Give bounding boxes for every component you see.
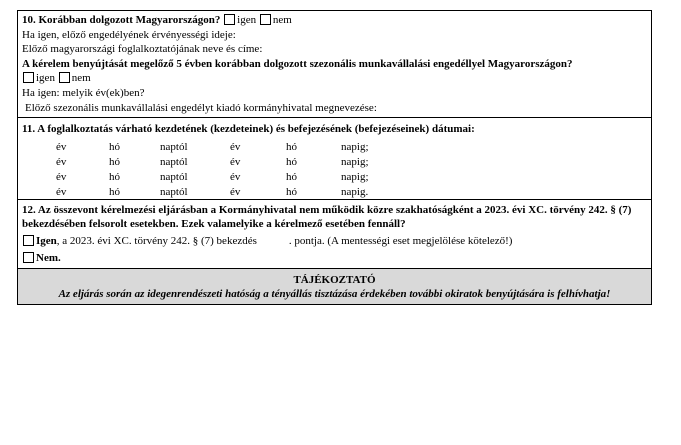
start-day-label: naptól <box>160 185 188 198</box>
seasonal-years-field[interactable]: Ha igen: melyik év(ek)ben? <box>22 86 145 99</box>
end-day-label: napig. <box>341 185 369 198</box>
worked-before-yes-label: igen <box>237 14 257 26</box>
end-month-label: hó <box>286 155 297 168</box>
end-month-label: hó <box>286 185 297 198</box>
start-month-label: hó <box>109 185 120 198</box>
seasonal-work-options <box>18 71 651 86</box>
exemption-yes-label: Igen <box>36 234 57 247</box>
end-day-label: napig; <box>341 140 369 153</box>
exemption-yes-option <box>18 234 651 249</box>
end-day-label: napig; <box>341 155 369 168</box>
section-10-title: 10. Korábban dolgozott Magyarországon? <box>22 14 221 26</box>
section-12 <box>18 200 651 269</box>
exemption-law-text: , a 2023. évi XC. törvény 242. § (7) bekezdés <box>56 234 257 247</box>
start-day-label: naptól <box>160 170 188 183</box>
start-month-label: hó <box>109 140 120 153</box>
start-year-label: év <box>56 170 67 183</box>
end-year-label: év <box>230 155 241 168</box>
worked-before-yes-checkbox[interactable] <box>224 14 235 25</box>
end-month-label: hó <box>286 170 297 183</box>
application-form-section <box>17 10 652 305</box>
exemption-note: . pontja. (A mentességi eset megjelölése kötelező!) <box>288 234 513 247</box>
end-month-label: hó <box>286 140 297 153</box>
worked-before-no-label: nem <box>272 14 292 26</box>
end-year-label: év <box>230 140 241 153</box>
previous-employer-field[interactable]: Előző magyarországi foglalkoztatójának neve és címe: <box>22 43 263 56</box>
exemption-no-option <box>18 251 651 266</box>
issuing-authority-field[interactable]: Előző szezonális munkavállalási engedélyt kiadó kormányhivatal megnevezése: <box>25 101 377 114</box>
end-year-label: év <box>230 170 241 183</box>
start-month-label: hó <box>109 155 120 168</box>
start-year-label: év <box>56 185 67 198</box>
end-year-label: év <box>230 185 241 198</box>
information-notice <box>18 269 651 304</box>
start-month-label: hó <box>109 170 120 183</box>
seasonal-no-label: nem <box>71 72 91 85</box>
exemption-no-label: Nem. <box>36 251 61 264</box>
start-day-label: naptól <box>160 140 188 153</box>
previous-permit-validity-field[interactable]: Ha igen, előző engedélyének érvényességi ideje: <box>22 28 236 41</box>
end-day-label: napig; <box>341 170 369 183</box>
date-row[interactable] <box>18 185 651 199</box>
notice-message: Az eljárás során az idegenrendészeti hatóság a tényállás tisztázása érdekében további okiratok benyújtására is felhívhatja! <box>58 288 611 301</box>
section-12-title: 12. Az összevont kérelmezési eljárásban a Kormányhivatal nem működik közre szakhatóságként a 2023. évi XC. törvény 242. § (7) bekezdésében felsorolt esetekben. Ezek valamelyike a kérelmező esetében fennáll? <box>22 203 632 231</box>
section-11-title: 11. A foglalkoztatás várható kezdetének (kezdeteinek) és befejezésének (befejezéseinek) dátumai: <box>22 123 475 136</box>
exemption-yes-checkbox[interactable] <box>23 235 34 246</box>
section-10-question <box>18 13 651 28</box>
date-row[interactable] <box>18 140 651 154</box>
section-10 <box>18 11 651 118</box>
start-year-label: év <box>56 140 67 153</box>
seasonal-work-question: A kérelem benyújtását megelőző 5 évben korábban dolgozott szezonális munkavállalási engedéllyel Magyarországon? <box>22 57 573 70</box>
employment-dates-table <box>18 137 651 199</box>
section-11 <box>18 118 651 200</box>
seasonal-yes-checkbox[interactable] <box>23 72 34 83</box>
seasonal-no-checkbox[interactable] <box>59 72 70 83</box>
start-day-label: naptól <box>160 155 188 168</box>
start-year-label: év <box>56 155 67 168</box>
worked-before-no-checkbox[interactable] <box>260 14 271 25</box>
exemption-no-checkbox[interactable] <box>23 252 34 263</box>
seasonal-yes-label: igen <box>36 72 55 85</box>
date-row[interactable] <box>18 155 651 169</box>
date-row[interactable] <box>18 170 651 184</box>
notice-title: TÁJÉKOZTATÓ <box>293 274 376 287</box>
